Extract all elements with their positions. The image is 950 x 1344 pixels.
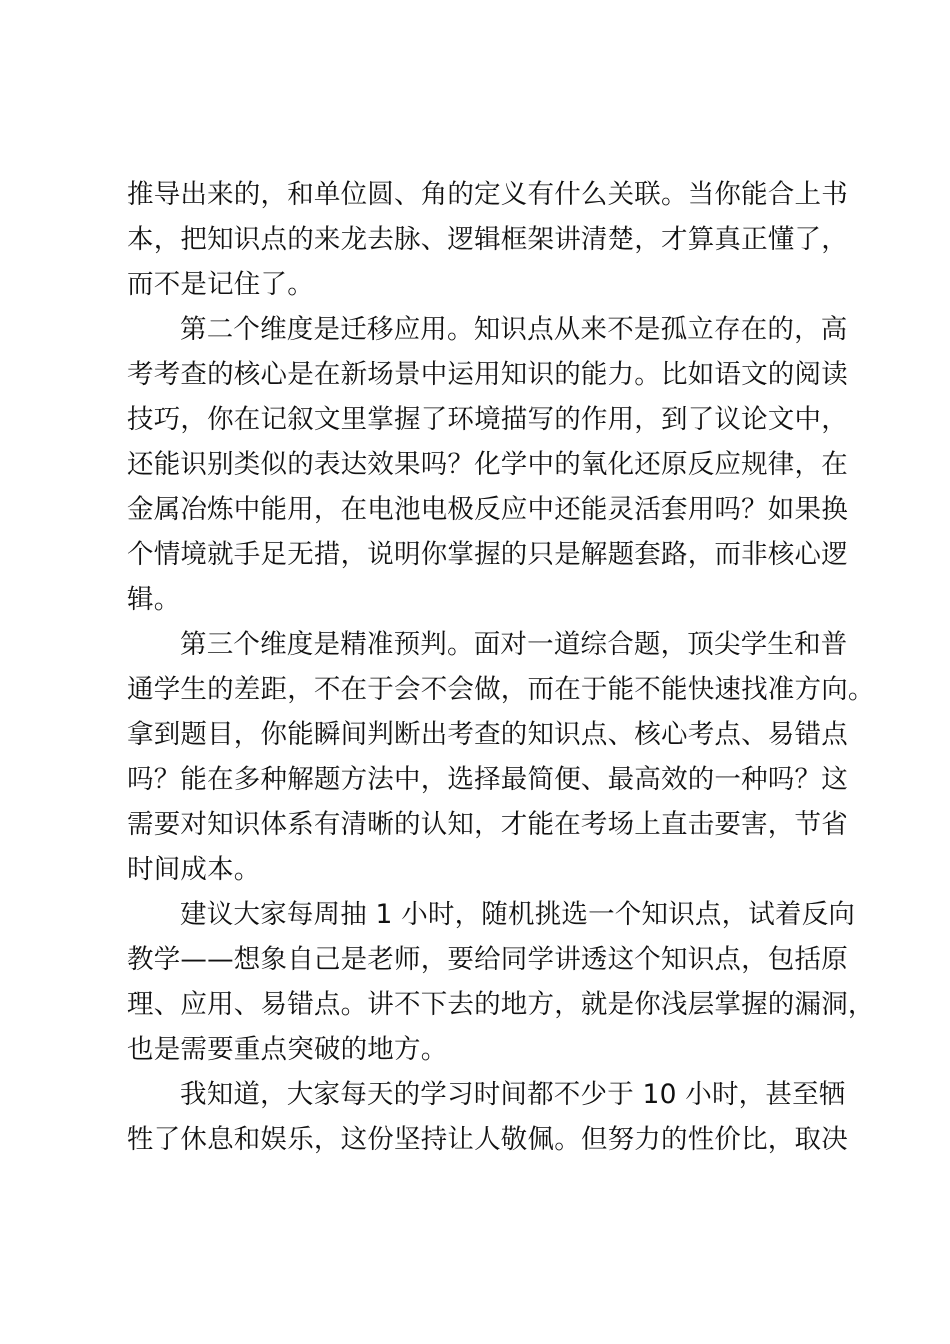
text-line: 考考查的核心是在新场景中运用知识的能力。比如语文的阅读 — [127, 359, 848, 390]
text-line: 个情境就手足无措，说明你掌握的只是解题套路，而非核心逻 — [127, 539, 848, 570]
paragraph-first-line: 建议大家每周抽 1 小时，随机挑选一个知识点，试着反向 — [180, 899, 856, 930]
text-line: 还能识别类似的表达效果吗？化学中的氧化还原反应规律，在 — [127, 449, 848, 480]
text-line: 辑。 — [127, 584, 181, 615]
text-line: 通学生的差距，不在于会不会做，而在于能不能快速找准方向。 — [127, 674, 875, 705]
body-text — [127, 172, 875, 1162]
text-line: 金属冶炼中能用，在电池电极反应中还能灵活套用吗？如果换 — [127, 494, 848, 525]
text-line: 教学——想象自己是老师，要给同学讲透这个知识点，包括原 — [127, 944, 848, 975]
text-line: 吗？能在多种解题方法中，选择最简便、最高效的一种吗？这 — [127, 764, 848, 795]
paragraph-first-line: 我知道，大家每天的学习时间都不少于 10 小时，甚至牺 — [180, 1079, 846, 1110]
paragraph-first-line: 第二个维度是迁移应用。知识点从来不是孤立存在的，高 — [180, 314, 848, 345]
text-line: 而不是记住了。 — [127, 269, 314, 300]
text-line: 需要对知识体系有清晰的认知，才能在考场上直击要害，节省 — [127, 809, 848, 840]
text-line: 技巧，你在记叙文里掌握了环境描写的作用，到了议论文中， — [127, 404, 848, 435]
paragraph-first-line: 第三个维度是精准预判。面对一道综合题，顶尖学生和普 — [180, 629, 848, 660]
text-line: 拿到题目，你能瞬间判断出考查的知识点、核心考点、易错点 — [127, 719, 848, 750]
text-line: 牲了休息和娱乐，这份坚持让人敬佩。但努力的性价比，取决 — [127, 1124, 848, 1155]
text-line: 时间成本。 — [127, 854, 261, 885]
text-line: 理、应用、易错点。讲不下去的地方，就是你浅层掌握的漏洞， — [127, 989, 875, 1020]
text-line: 本，把知识点的来龙去脉、逻辑框架讲清楚，才算真正懂了， — [127, 224, 848, 255]
text-line: 推导出来的，和单位圆、角的定义有什么关联。当你能合上书 — [127, 179, 848, 210]
text-line: 也是需要重点突破的地方。 — [127, 1034, 448, 1065]
